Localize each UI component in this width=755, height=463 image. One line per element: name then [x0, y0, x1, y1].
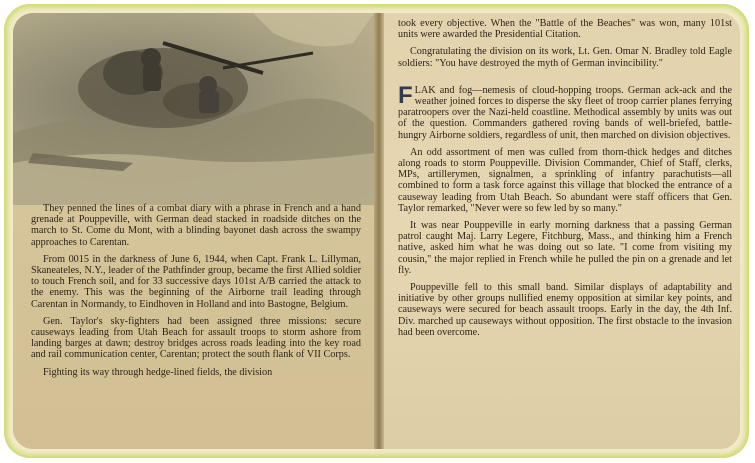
right-paragraph-5: It was near Pouppeville in early morning darkness that a passing German patrol caught Maj. Larry Legere, Fitchburg, Mass., and thinking him a French native, asked him what he was doing out so late. "I come from visiting my cousin," the major replied in French while he pulled the pin on a grenade and let fly. [398, 220, 732, 276]
left-paragraph-3: Gen. Taylor's sky-fighters had been assigned three missions: secure causeways leading from Utah Beach for assault troops to storm ashore from landing barges at dawn; destroy bridges across roads leading into the key road and rail communication center, Carentan; protect the south flank of VII Corps. [31, 315, 361, 361]
drop-cap: F [398, 81, 413, 109]
paratroopers-photo [13, 13, 374, 205]
right-paragraph-1: took every objective. When the "Battle of the Beaches" was won, many 101st units were awarded the Presidential Citation. [398, 18, 732, 41]
right-paragraph-4: An odd assortment of men was culled from thorn-thick hedges and ditches along roads to storm Pouppeville. Division Commander, Chief of Staff, clerks, MPs, artillerymen, signalmen, a sprinkling of infantry parachutists—all combined to form a task force against this village that blocked the entrance of a causeway leading from Utah Beach. So abundant were staff officers that Gen. Taylor remarked, "Never were so few led by so many." [398, 146, 732, 214]
left-paragraph-4: Fighting its way through hedge-lined fields, the division [43, 366, 273, 378]
right-page [384, 13, 740, 449]
right-paragraph-2: Congratulating the division on its work, Lt. Gen. Omar N. Bradley told Eagle soldiers: "You have destroyed the myth of German invincibility." [398, 46, 732, 69]
book-gutter [374, 13, 384, 449]
flak-head: LAK and fog [414, 84, 473, 96]
right-paragraph-6: Pouppeville fell to this small band. Similar displays of adaptability and initiative by other groups nullified enemy opposition at similar key points, and causeways were secured for beach assault troops. Early in the day, the 4th Inf. Div. marched up causeways without opposition. The first obstacle to the invasion had been overcome. [398, 282, 732, 338]
left-paragraph-1: They penned the lines of a combat diary with a phrase in French and a hand grenade at Pouppeville, with German dead stacked in roadside ditches on the march to St. Come du Mont, with a blinding bayonet dash across the swampy approaches to Carentan. [31, 203, 361, 248]
booklet-spread [13, 13, 740, 449]
right-page-text [398, 18, 732, 344]
photo-illustration [13, 13, 374, 205]
left-page-text [31, 203, 361, 384]
left-page [13, 13, 374, 449]
left-paragraph-2: From 0015 in the darkness of June 6, 1944, when Capt. Frank L. Lillyman, Skaneateles, N.Y., leader of the Pathfinder group, became the first Allied soldier to touch French soil, and for 33 successive days 101st A/B carried the attack to the enemy. This was the beginning of the Airborne trail leading through Carentan in Normandy, to Eindhoven in Holland and into Bastogne, Belgium. [31, 253, 361, 310]
right-paragraph-flak [398, 81, 733, 141]
flak-body: —nemesis of cloud-hopping troops. German ack-ack and the weather joined forces to disperse the sky fleet of troop carrier planes ferrying paratroopers over the Nazi-held coastline. Methodical assembly by units was out of the question. Commanders gathered roving bands of well-briefed, battle-hungry Airborne soldiers, regardless of unit, then marched on division objectives. [398, 84, 733, 141]
image-frame [4, 4, 749, 458]
